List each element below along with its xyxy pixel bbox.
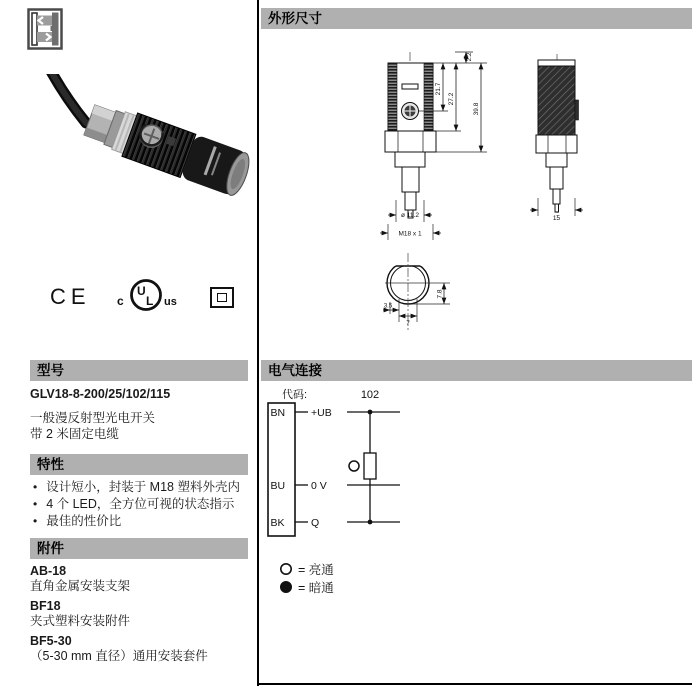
- dim-27-2: 27.2: [448, 92, 455, 106]
- accessory-desc: 夹式塑料安装附件: [30, 614, 131, 628]
- dim-7-8: 7.8: [436, 289, 444, 299]
- accessory-name: BF5-30: [30, 634, 72, 648]
- led-window: [402, 84, 418, 89]
- feature-text: 设计短小，封装于 M18 塑料外壳内: [46, 480, 240, 494]
- protection-class-ii-inner: [217, 293, 227, 302]
- section-header-accessories: 附件: [30, 538, 248, 559]
- bullet-icon: •: [33, 480, 38, 494]
- dimension-drawing: [262, 40, 692, 350]
- feature-item: [33, 496, 234, 513]
- cul-us-mark: [110, 278, 188, 314]
- dim-width-15: 15: [552, 215, 561, 222]
- section-header-features: 特性: [30, 454, 248, 475]
- accessory-desc: 直角金属安装支架: [30, 579, 131, 593]
- bullet-icon: •: [33, 497, 38, 511]
- dim-21-7: 21.7: [435, 82, 442, 96]
- signal-ub: +UB: [311, 407, 332, 419]
- section-header-model: 型号: [30, 360, 248, 381]
- wire-bk: BK: [270, 517, 285, 529]
- dim-3-5: 3.5: [383, 303, 393, 310]
- dim-7: 7: [406, 320, 410, 327]
- signal-q: Q: [311, 517, 320, 529]
- dim-2-2: 2.2: [466, 52, 473, 62]
- diffuse-mode-sensor-icon: [27, 8, 63, 50]
- side-view: [530, 54, 583, 222]
- code-label: 代码:: [282, 389, 308, 401]
- dark-on-label: = 暗通: [298, 581, 334, 595]
- bottom-view: [383, 253, 450, 330]
- feature-item: [33, 513, 121, 530]
- bottom-rule: [257, 683, 692, 685]
- ce-mark: CE: [50, 284, 91, 309]
- light-on-symbol: [281, 564, 291, 574]
- load-resistor: [364, 453, 376, 479]
- bullet-icon: •: [33, 514, 38, 528]
- wire-bn: BN: [270, 407, 286, 419]
- ul-us-label: us: [164, 296, 177, 308]
- accessory-name: AB-18: [30, 564, 67, 578]
- dark-on-symbol: [281, 582, 291, 592]
- wiring-diagram: [262, 385, 512, 620]
- dim-total: 39.8: [473, 102, 480, 116]
- front-view: [380, 52, 487, 240]
- light-on-label: = 亮通: [298, 563, 334, 577]
- light-on-symbol: [349, 461, 359, 471]
- column-divider: [257, 0, 259, 686]
- ul-c-label: c: [117, 294, 124, 308]
- feature-item: [33, 479, 240, 496]
- feature-text: 4 个 LED，全方位可视的状态指示: [46, 497, 235, 511]
- dim-diameter: ø 11.2: [401, 212, 419, 219]
- dim-thread-size: M18 x 1: [398, 230, 422, 238]
- accessory-name: BF18: [30, 599, 61, 613]
- code-value: 102: [360, 389, 380, 401]
- protection-class-ii-icon: [210, 287, 234, 308]
- ul-u-label: U: [137, 284, 146, 298]
- model-description-1: 一般漫反射型光电开关: [30, 411, 156, 425]
- ul-l-label: L: [146, 294, 154, 308]
- accessory-desc: （5-30 mm 直径）通用安装套件: [30, 649, 208, 663]
- section-header-electrical: 电气连接: [261, 360, 692, 381]
- wire-bu: BU: [270, 480, 286, 492]
- model-number: GLV18-8-200/25/102/115: [30, 387, 171, 401]
- hex-nut-side: [536, 135, 577, 153]
- section-header-dimensions: 外形尺寸: [261, 8, 692, 29]
- product-photo: [25, 74, 257, 226]
- feature-text: 最佳的性价比: [46, 514, 122, 528]
- output-circuit: [347, 410, 400, 525]
- model-description-2: 带 2 米固定电缆: [30, 427, 119, 441]
- switching-legend: [281, 563, 334, 595]
- signal-0v: 0 V: [311, 480, 327, 492]
- hex-nut-front: [385, 131, 436, 152]
